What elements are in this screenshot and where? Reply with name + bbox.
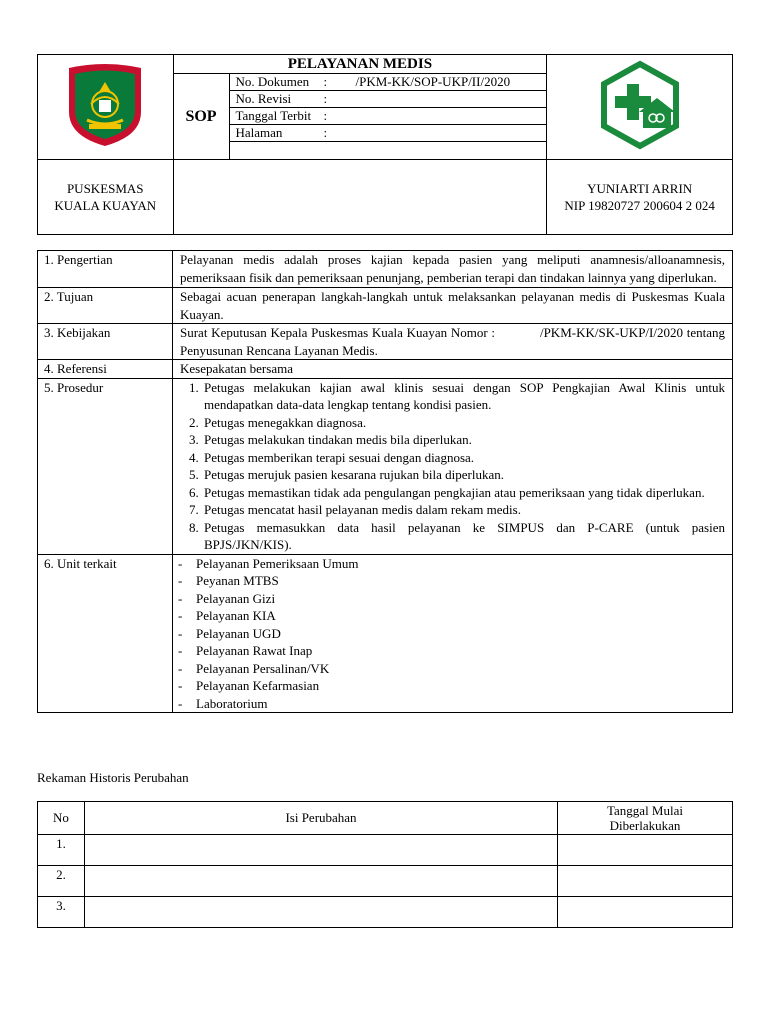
list-item: 2. Petugas menegakkan diagnosa. xyxy=(202,414,725,432)
signer-block xyxy=(547,160,733,235)
label-tujuan: 2. Tujuan xyxy=(38,288,173,324)
row-unit-terkait xyxy=(38,554,733,713)
text-referensi: Kesepakatan bersama xyxy=(173,360,733,379)
list-item: 4. Petugas memberikan terapi sesuai dengan diagnosa. xyxy=(202,449,725,467)
col-tanggal: Tanggal Mulai Diberlakukan xyxy=(558,802,733,835)
regency-emblem-icon xyxy=(63,62,147,148)
sop-content-table xyxy=(37,250,733,713)
list-item: - Pelayanan Persalinan/VK xyxy=(178,660,725,678)
row-kebijakan xyxy=(38,324,733,360)
row-tujuan xyxy=(38,288,733,324)
list-item: - Pelayanan Rawat Inap xyxy=(178,642,725,660)
history-table xyxy=(37,801,733,928)
table-row: 2. xyxy=(38,866,733,897)
label-kebijakan: 3. Kebijakan xyxy=(38,324,173,360)
label-prosedur: 5. Prosedur xyxy=(38,378,173,554)
list-item: - Pelayanan UGD xyxy=(178,625,725,643)
row-referensi xyxy=(38,360,733,379)
document-header xyxy=(37,54,733,235)
org-name: PUSKESMAS KUALA KUAYAN xyxy=(38,160,174,235)
col-isi-perubahan: Isi Perubahan xyxy=(85,802,558,835)
meta-halaman: Halaman : xyxy=(230,125,547,142)
list-item: - Pelayanan Gizi xyxy=(178,590,725,608)
list-item: - Laboratorium xyxy=(178,695,725,713)
list-item: 7. Petugas mencatat hasil pelayanan medis dalam rekam medis. xyxy=(202,501,725,519)
table-row: 1. xyxy=(38,835,733,866)
list-item: 1. Petugas melakukan kajian awal klinis sesuai dengan SOP Pengkajian Awal Klinis untuk mendapatkan data-data lengkap tentang kondisi pasien. xyxy=(202,379,725,414)
row-prosedur xyxy=(38,378,733,554)
history-title: Rekaman Historis Perubahan xyxy=(37,770,189,785)
col-no: No xyxy=(38,802,85,835)
row-pengertian xyxy=(38,251,733,288)
signer-name: YUNIARTI ARRIN xyxy=(587,181,693,196)
meta-no-revisi: No. Revisi : xyxy=(230,91,547,108)
table-row: 3. xyxy=(38,897,733,928)
prosedur-steps xyxy=(173,378,733,554)
list-item: - Pelayanan Kefarmasian xyxy=(178,677,725,695)
list-item: 3. Petugas melakukan tindakan medis bila diperlukan. xyxy=(202,431,725,449)
list-item: 6. Petugas memastikan tidak ada pengulangan pengkajian atau pemeriksaan yang tidak diperlukan. xyxy=(202,484,725,502)
label-pengertian: 1. Pengertian xyxy=(38,251,173,288)
list-item: - Peyanan MTBS xyxy=(178,572,725,590)
unit-list xyxy=(173,554,733,713)
page-title: PELAYANAN MEDIS xyxy=(174,55,547,74)
puskesmas-logo-icon xyxy=(595,60,685,150)
signature-area xyxy=(173,160,547,235)
signer-nip: NIP 19820727 200604 2 024 xyxy=(564,198,715,213)
title-block xyxy=(173,55,547,160)
list-item: - Pelayanan KIA xyxy=(178,607,725,625)
list-item: - Pelayanan Pemeriksaan Umum xyxy=(178,555,725,573)
label-unit-terkait: 6. Unit terkait xyxy=(38,554,173,713)
text-pengertian: Pelayanan medis adalah proses kajian kepada pasien yang meliputi anamnesis/alloanamnesis, pemeriksaan fisik dan pemeriksaan penunjang, pemberian terapi dan tindakan lainnya yang diperlukan. xyxy=(173,251,733,288)
text-tujuan: Sebagai acuan penerapan langkah-langkah untuk melaksankan pelayanan medis di Puskesmas Kuala Kuayan. xyxy=(173,288,733,324)
label-referensi: 4. Referensi xyxy=(38,360,173,379)
list-item: 5. Petugas merujuk pasien kesarana rujukan bila diperlukan. xyxy=(202,466,725,484)
left-logo-cell xyxy=(38,55,174,160)
text-kebijakan: Surat Keputusan Kepala Puskesmas Kuala Kuayan Nomor : /PKM-KK/SK-UKP/I/2020 tentang Penyusunan Rencana Layanan Medis. xyxy=(173,324,733,360)
sop-label: SOP xyxy=(174,74,230,159)
list-item: 8. Petugas memasukkan data hasil pelayanan ke SIMPUS dan P-CARE (untuk pasien BPJS/JKN/KIS). xyxy=(202,519,725,554)
meta-tanggal-terbit: Tanggal Terbit : xyxy=(230,108,547,125)
meta-no-dokumen: No. Dokumen : /PKM-KK/SOP-UKP/II/2020 xyxy=(230,74,547,91)
right-logo-cell xyxy=(547,55,733,160)
